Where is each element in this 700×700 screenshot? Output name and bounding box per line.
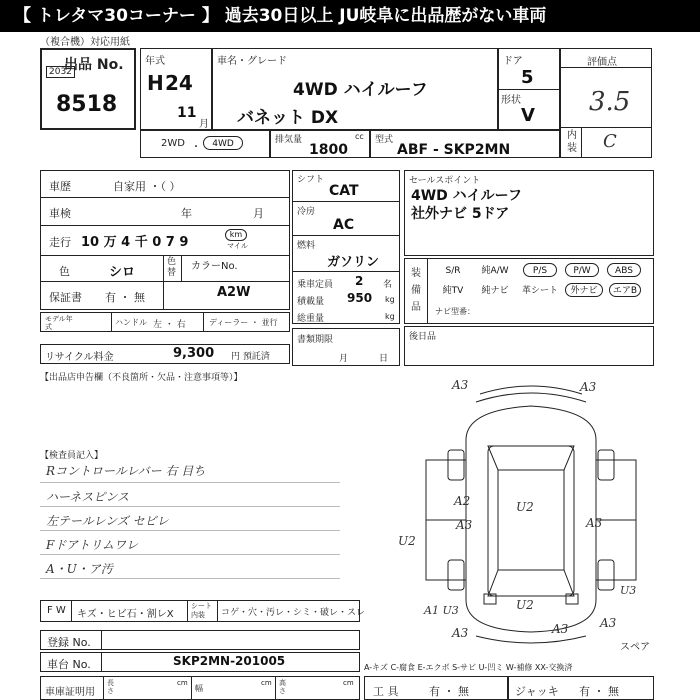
load-label: 積載量 (297, 297, 325, 307)
equip-item-circled: P/W (565, 263, 599, 277)
garage-label: 車庫証明用 (45, 687, 95, 698)
equip-item: S/R (445, 266, 461, 276)
chassis-value: SKP2MN-201005 (173, 654, 286, 668)
equip-item: 純ナビ (481, 286, 509, 296)
year-era: H (147, 71, 164, 95)
navi-label: ナビ型番： (435, 307, 475, 316)
equip-item-circled: P/S (523, 263, 557, 277)
inspection-label: 車検 (49, 207, 71, 220)
fw-desc: キズ・ヒビ石・割レX (77, 609, 174, 620)
gross-label: 総重量 (297, 314, 325, 324)
sales-line1: 4WD ハイルーフ (411, 188, 522, 204)
type-value: ABF - SKP2MN (397, 142, 511, 158)
type-box (370, 130, 560, 158)
equip-item: 純A/W (481, 266, 509, 276)
shift-label: シフト (297, 175, 325, 185)
damage-legend: A-キズ C-腐食 E-エクボ S-サビ U-凹ミ W-補修 XX-交換済 (364, 663, 573, 672)
doc-month: 月 (339, 354, 349, 364)
garage-cm-2: cm (261, 679, 272, 687)
year-value: 24 (165, 71, 193, 95)
model-label: 車名・グレード (217, 56, 287, 67)
middle-info-block (292, 170, 400, 324)
damage-mark: A3 (452, 378, 469, 392)
damage-mark: U2 (516, 500, 534, 514)
drive-separator: ・ (191, 142, 201, 153)
sales-label: セールスポイント (409, 176, 481, 186)
handle-row (40, 312, 290, 332)
doors-value: 5 (521, 67, 534, 88)
capacity-label: 乗車定員 (297, 280, 334, 290)
ac-label: 冷房 (297, 207, 316, 217)
seat-desc: コゲ・穴・汚レ・シミ・破レ・スレ (221, 608, 366, 618)
load-value: 950 (347, 291, 373, 305)
inspection-month: 月 (253, 207, 264, 220)
fuel-label: 燃料 (297, 241, 316, 251)
sales-box (404, 170, 654, 256)
sales-line2: 社外ナビ 5ドア (411, 206, 510, 222)
mileage-label: 走行 (49, 236, 71, 249)
interior-label: 内装 (567, 130, 577, 154)
model-box (212, 48, 498, 130)
equip-item-circled: ABS (607, 263, 641, 277)
capacity-value: 2 (355, 274, 364, 288)
year-box (140, 48, 212, 130)
garage-width: 幅 (195, 684, 203, 693)
chassis-label: 車台 No. (47, 658, 91, 671)
declaration-label: 【出品店申告欄（不良箇所・欠品・注意事項等）】 (40, 373, 243, 383)
sheet-subtitle: （複合機）対応用紙 (40, 37, 130, 48)
mileage-mile: マイル (227, 242, 248, 250)
spare-label: スペア (620, 642, 650, 653)
inspector-label: 【検査員記入】 (40, 451, 104, 461)
fuel-value: ガソリン (327, 255, 380, 270)
inspector-note: Rコントロールレバー 右 目ち (46, 464, 206, 478)
recycle-row (40, 344, 290, 364)
lot-label: 出品 No. (64, 57, 124, 73)
lot-box (40, 48, 136, 130)
inspector-note: ハーネスピンス (46, 490, 130, 504)
capacity-unit: 名 (383, 280, 393, 290)
tools-value: 有 ・ 無 (429, 685, 469, 698)
damage-mark: A3 (580, 380, 597, 394)
displacement-unit: cc (355, 132, 364, 141)
handle-label: ハンドル (115, 318, 147, 327)
model-year-label: モデル年式 (45, 315, 73, 331)
inspector-note: A・U・ア汚 (46, 562, 113, 576)
dealer-label: ディーラー ・ 並行 (209, 318, 278, 327)
garage-cm-1: cm (177, 679, 188, 687)
drive-box (140, 130, 270, 158)
load-unit: kg (385, 295, 395, 304)
inspector-note: 左テールレンズ セビレ (46, 514, 169, 528)
chassis-row (40, 652, 360, 672)
reg-label: 登録 No. (47, 636, 91, 649)
postfix-box (404, 326, 654, 366)
doc-day: 日 (379, 354, 389, 364)
doors-box (498, 48, 560, 130)
recycle-value: 9,300 (173, 346, 215, 361)
garage-cm-3: cm (343, 679, 354, 687)
lot-tag: 2032 (46, 66, 75, 78)
doc-row (292, 328, 400, 366)
displacement-box (270, 130, 370, 158)
color-no-label: カラーNo. (191, 261, 238, 272)
jack-label: ジャッキ (515, 685, 559, 698)
garage-row (40, 676, 360, 700)
year-label: 年式 (145, 56, 165, 67)
lot-number: 8518 (56, 92, 118, 117)
history-label: 車歴 (49, 180, 71, 193)
mileage-unit-circled (225, 229, 247, 241)
drive-2wd: 2WD (161, 138, 185, 149)
model-line2: バネット DX (237, 108, 339, 128)
score-value: 3.5 (589, 87, 631, 117)
mileage-unit: km (229, 230, 243, 239)
equip-label: 装備品 (411, 268, 421, 313)
displacement-label: 排気量 (275, 135, 303, 145)
tools-box (364, 676, 508, 700)
history-value: 自家用 ・（ ） (113, 180, 181, 193)
damage-mark: A3 (552, 622, 569, 636)
model-line1: 4WD ハイルーフ (293, 80, 428, 100)
fw-row (40, 600, 366, 622)
gross-unit: kg (385, 312, 395, 321)
inspection-year: 年 (181, 207, 192, 220)
warranty-label: 保証書 (49, 291, 82, 304)
equip-item-circled: 外ナビ (565, 283, 603, 297)
drive-4wd: 4WD (212, 139, 234, 149)
score-label: 評価点 (587, 57, 617, 68)
equipment-box (404, 258, 654, 324)
equip-item: 純TV (442, 286, 464, 296)
damage-mark: U3 (620, 584, 637, 597)
type-label: 型式 (375, 135, 394, 145)
color-label: 色 (59, 265, 70, 278)
mileage-value: 10 万 4 千 0 7 9 (81, 235, 189, 250)
month-value: 11 (177, 105, 197, 121)
garage-long: 長さ (107, 679, 114, 695)
color-change-label: 色替 (167, 257, 177, 278)
damage-mark: A2 (454, 494, 471, 508)
interior-value: C (603, 131, 617, 152)
damage-mark: A1 U3 (424, 604, 459, 617)
shape-value: V (521, 105, 535, 126)
damage-mark: U2 (398, 534, 416, 548)
color-no-value: A2W (217, 285, 251, 300)
inspector-note: Fドアトリムワレ (46, 538, 138, 552)
month-suffix: 月 (199, 119, 209, 130)
banner (0, 0, 700, 32)
handle-value: 左 ・ 右 (153, 320, 186, 330)
postfix-label: 後日品 (409, 332, 437, 342)
reg-row (40, 630, 360, 650)
recycle-label: リサイクル料金 (45, 352, 114, 363)
damage-mark: A3 (456, 518, 473, 532)
damage-mark: A3 (600, 616, 617, 630)
shift-value: CAT (329, 183, 359, 199)
equip-item: 革シート (521, 286, 558, 296)
doors-label: ドア (503, 56, 523, 67)
equip-item-circled: エアB (609, 283, 641, 297)
jack-box (508, 676, 654, 700)
left-info-block (40, 170, 290, 310)
garage-height: 高さ (279, 679, 286, 695)
color-value: シロ (109, 265, 136, 280)
jack-value: 有 ・ 無 (579, 685, 619, 698)
warranty-value: 有 ・ 無 (105, 291, 145, 304)
damage-mark: U2 (516, 598, 534, 612)
ac-value: AC (333, 217, 355, 233)
fw-label: F W (47, 605, 66, 616)
drive-4wd-circled (203, 136, 243, 150)
banner-title: 【 トレタマ30コーナー 】 過去30日以上 JU岐阜に出品歴がない車両 (14, 6, 547, 26)
damage-mark: A3 (586, 516, 603, 530)
displacement-value: 1800 (309, 142, 348, 158)
damage-mark: A3 (452, 626, 469, 640)
seat-label: シート内装 (191, 602, 212, 619)
recycle-unit: 円 預託済 (231, 352, 270, 362)
shape-label: 形状 (501, 95, 521, 106)
score-box (560, 48, 652, 158)
tools-label: 工 具 (373, 685, 399, 698)
doc-label: 書類期限 (297, 335, 334, 345)
